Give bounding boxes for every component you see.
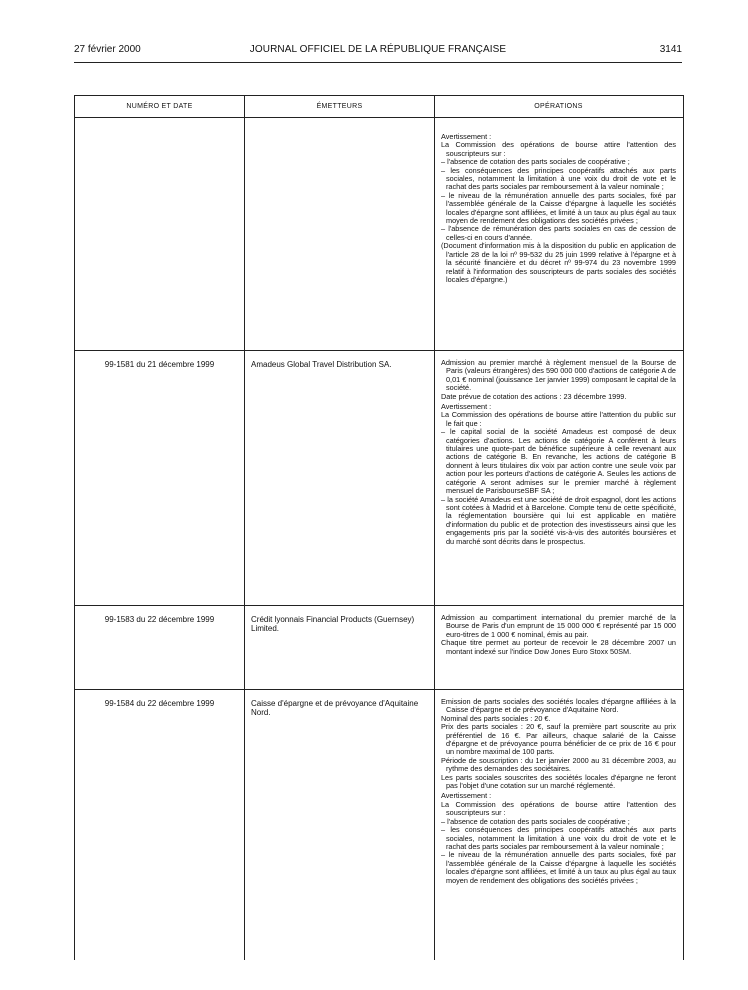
paragraph: – le niveau de la rémunération annuelle des parts sociales, fixé par l'assemblée générale de la Caisse d'épargne à laquelle les sociétés locales d'épargne sont affiliées, et limité à un taux au plus égal au taux moyen de rendement des obligations des sociétés privées ; (441, 850, 676, 885)
table-header (75, 96, 683, 118)
column-header-emetteurs: ÉMETTEURS (245, 96, 435, 117)
paragraph: – l'absence de rémunération des parts sociales en cas de cession de celles-ci en cours d'année. (441, 224, 676, 242)
paragraph: Emission de parts sociales des sociétés locales d'épargne affiliées à la Caisse d'épargne et de prévoyance d'Aquitaine Nord. (441, 697, 676, 715)
row-emetteur: Caisse d'épargne et de prévoyance d'Aquitaine Nord. (245, 690, 435, 960)
paragraph: – les conséquences des principes coopératifs attachés aux parts sociales, notamment la limitation à une voix du droit de vote et le rachat des parts sociales par remboursement à la valeur nominale ; (441, 165, 676, 192)
paragraph: – le niveau de la rémunération annuelle des parts sociales, fixé par l'assemblée générale de la Caisse d'épargne à laquelle les sociétés locales d'épargne sont affiliées, et limité à un taux au plus égal au taux moyen de rendement des obligations des sociétés privées ; (441, 190, 676, 226)
row-numero: 99-1583 du 22 décembre 1999 (75, 606, 245, 689)
row-emetteur (245, 118, 435, 350)
paragraph: – l'absence de cotation des parts sociales de coopérative ; (441, 816, 630, 826)
header-rule (74, 62, 682, 63)
paragraph: Prix des parts sociales : 20 €, sauf la première part souscrite au prix préférentiel de 16 €. Par ailleurs, chaque salarié de la Caisse d'épargne et de prévoyance pourra bénéficier de ce prix de 16 € pour un nombre maximal de 100 parts. (441, 722, 676, 757)
table-row (75, 351, 683, 606)
paragraph: – le capital social de la société Amadeus est composé de deux catégories d'actions. Les actions de catégorie A confèrent à leurs titulaires une quote-part de bénéfice supérieure à celle revenant aux actions de catégorie B. En revanche, les actions de catégorie B donnent à leurs titulaires dix voix par action contre une seule voix par action pour les porteurs d'actions de catégorie A. Seules les actions de catégorie A seront admises sur le premier marché à règlement mensuel de ParisbourseSBF SA ; (441, 427, 676, 496)
paragraph: Nominal des parts sociales : 20 €. (441, 713, 551, 723)
row-numero: 99-1581 du 21 décembre 1999 (75, 351, 245, 605)
paragraph: La Commission des opérations de bourse attire l'attention des souscripteurs sur : (441, 140, 676, 158)
paragraph: – les conséquences des principes coopératifs attachés aux parts sociales, notamment la limitation à une voix du droit de vote et le rachat des parts sociales par remboursement à la valeur nominale ; (441, 825, 676, 851)
paragraph: Date prévue de cotation des actions : 23 décembre 1999. (441, 391, 627, 401)
paragraph: – l'absence de cotation des parts sociales de coopérative ; (441, 157, 630, 167)
paragraph: Les parts sociales souscrites des sociétés locales d'épargne ne feront pas l'objet d'une cotation sur un marché réglementé. (441, 772, 676, 791)
paragraph: (Document d'information mis à la disposition du public en application de l'article 28 de la loi nº 99-532 du 25 juin 1999 relative à l'épargne et à la sécurité financière et du décret nº 99-974 du 23 novembre 1999 relatif à l'information des souscripteurs de parts sociales des sociétés locales d'épargne.) (441, 241, 676, 284)
row-numero: 99-1584 du 22 décembre 1999 (75, 690, 245, 960)
running-header (74, 44, 682, 60)
journal-title: JOURNAL OFFICIEL DE LA RÉPUBLIQUE FRANÇAISE (249, 44, 507, 55)
row-operations (435, 351, 683, 605)
row-numero (75, 118, 245, 350)
issue-date: 27 février 2000 (74, 44, 141, 55)
table-row (75, 118, 683, 351)
row-operations (435, 690, 683, 960)
page-number: 3141 (659, 44, 682, 55)
paragraph: La Commission des opérations de bourse attire l'attention du public sur le fait que : (441, 410, 676, 428)
paragraph: La Commission des opérations de bourse attire l'attention des souscripteurs sur : (441, 799, 676, 818)
paragraph: Avertissement : (441, 791, 492, 801)
paragraph: Admission au premier marché à règlement mensuel de la Bourse de Paris (valeurs étrangères) des 590 000 000 d'actions de catégorie A de 0,01 € nominal (jouissance 1er janvier 1999) composant le capital de la société. (441, 358, 676, 393)
row-emetteur: Amadeus Global Travel Distribution SA. (245, 351, 435, 605)
paragraph: Avertissement : (441, 402, 492, 412)
paragraph: – la société Amadeus est une société de droit espagnol, dont les actions sont cotées à Madrid et à Barcelone. Compte tenu de cette spécificité, la réglementation boursière qui lui est applicable en matière d'information du public et de protection des investisseurs ainsi que les engagements pris par la société vis-à-vis des autorités boursières et du marché sont décrits dans le prospectus. (441, 494, 676, 546)
row-emetteur: Crédit lyonnais Financial Products (Guernsey) Limited. (245, 606, 435, 689)
column-header-numero: NUMÉRO ET DATE (75, 96, 245, 117)
paragraph: Chaque titre permet au porteur de recevoir le 28 décembre 2007 un montant indexé sur l'indice Dow Jones Euro Stoxx 50SM. (441, 638, 676, 656)
column-header-operations: OPÉRATIONS (534, 103, 583, 110)
table-row (75, 606, 683, 690)
paragraph: Période de souscription : du 1er janvier 2000 au 31 décembre 2003, au rythme des demandes des sociétaires. (441, 755, 676, 774)
paragraph: Admission au compartiment international du premier marché de la Bourse de Paris d'un emprunt de 15 000 000 € représenté par 15 000 euro-titres de 1 000 € nominal, émis au pair. (441, 613, 676, 639)
table-row (75, 690, 683, 960)
operations-table (74, 95, 684, 960)
paragraph: Avertissement : (441, 132, 492, 141)
row-operations (435, 606, 683, 689)
row-operations (435, 118, 683, 350)
